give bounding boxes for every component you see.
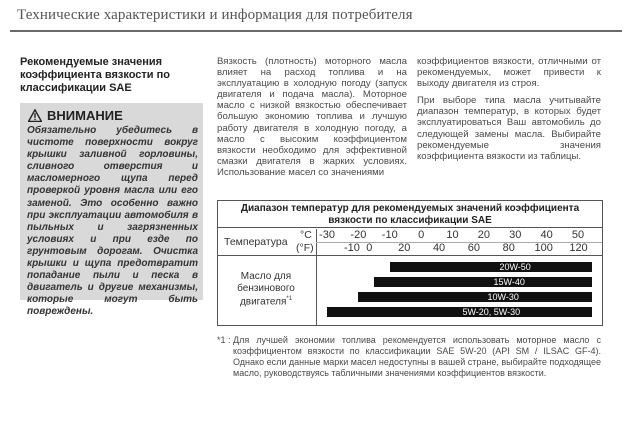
celsius-tick: 30	[509, 229, 522, 241]
page-header-title: Технические характеристики и информация для потребителя	[17, 7, 413, 23]
fahrenheit-tick: 40	[432, 242, 446, 254]
viscosity-bar-label: 20W-50	[499, 262, 531, 272]
oil-label-footnote-mark: *1	[286, 296, 293, 302]
fahrenheit-tick: 120	[569, 242, 588, 254]
footnote-mark: *1 :	[217, 335, 231, 345]
celsius-tick: 0	[418, 229, 425, 241]
viscosity-bar-label: 15W-40	[493, 277, 525, 287]
celsius-unit: °C	[300, 229, 312, 241]
viscosity-bar	[358, 292, 592, 302]
footnote	[217, 335, 601, 379]
celsius-tick: -30	[319, 229, 335, 241]
table-title: Диапазон температур для рекомендуемых значений коэффициента вязкости по классификации SAE	[218, 201, 602, 228]
fahrenheit-tick: 0	[366, 242, 373, 254]
celsius-tick: -10	[381, 229, 398, 241]
section-title: Рекомендуемые значения коэффициента вязкости по классификации SAE	[20, 56, 170, 94]
viscosity-bar	[374, 277, 592, 287]
celsius-tick: 50	[571, 229, 585, 241]
viscosity-bar	[327, 307, 592, 317]
oil-label	[218, 271, 314, 308]
fahrenheit-tick: 100	[534, 242, 553, 254]
fahrenheit-unit: (°F)	[296, 242, 314, 254]
celsius-tick: 40	[540, 229, 553, 241]
body-paragraph-2: При выборе типа масла учитывайте диапазон температур, в которых будет эксплуатироваться Ваш автомобиль до следующей замены масла. Выбирайте рекомендуемые значения коэффициента вязкости из таблицы.	[417, 95, 601, 162]
warning-heading	[28, 108, 123, 123]
footnote-text: Для лучшей экономии топлива рекомендуется использовать моторное масло с коэффициентом вязкости по классификации SAE 5W-20 (API SM / ILSAC GF-4). Однако если данные марки масел недоступны в вашей стране, выбирайте подходящее масло, руководствуясь табличными значениями коэффициентов вязкости.	[233, 335, 601, 378]
warning-text: Обязательно убедитесь в чистоте поверхности вокруг крышки заливной горловины, сливного отверстия и масломерного щупа перед проверкой уровня масла или его заменой. Это особенно важно при эксплуатации автомобиля в пыльных и загрязненных условиях и при езде по грунтовым дорогам. Очистка крышки и щупа предотвратит попадание пыли и песка в двигатель и другие механизмы, которые могут быть повреждены.	[27, 125, 198, 318]
viscosity-bar-label: 10W-30	[487, 292, 519, 302]
fahrenheit-tick: -10	[343, 242, 360, 254]
body-column-2	[417, 56, 601, 168]
fahrenheit-tick: 20	[398, 242, 411, 254]
temperature-label: Температура	[224, 236, 288, 248]
celsius-tick: 10	[446, 229, 459, 241]
viscosity-bar	[390, 262, 592, 272]
body-paragraph-1: коэффициентов вязкости, отличными от рекомендуемых, может привести к выходу двигателя из строя.	[417, 56, 601, 90]
celsius-tick: -20	[350, 229, 367, 241]
warning-box	[20, 103, 203, 318]
fahrenheit-tick: 60	[467, 242, 481, 254]
temperature-row	[218, 229, 602, 256]
celsius-tick: 20	[477, 229, 490, 241]
warning-heading-text: ВНИМАНИЕ	[47, 108, 123, 123]
viscosity-table	[217, 200, 603, 326]
header-divider	[10, 30, 622, 32]
oil-label-text: Масло для бензинового двигателя	[237, 271, 295, 308]
fahrenheit-tick: 80	[502, 242, 515, 254]
viscosity-bar-label: 5W-20, 5W-30	[462, 307, 521, 317]
warning-triangle-icon	[28, 109, 42, 122]
body-column-1: Вязкость (плотность) моторного масла влияет на расход топлива и на эксплуатацию в холодную погоду (запуск двигателя и подача масла). Моторное масло с низкой вязкостью обеспечивает большую экономию топлива и лучшую работу двигателя в холодную погоду, а масло с высоким коэффициентом вязкости необходимо для эффективной смазки двигателя в жарких условиях. Использование масел со значениями	[217, 56, 407, 178]
